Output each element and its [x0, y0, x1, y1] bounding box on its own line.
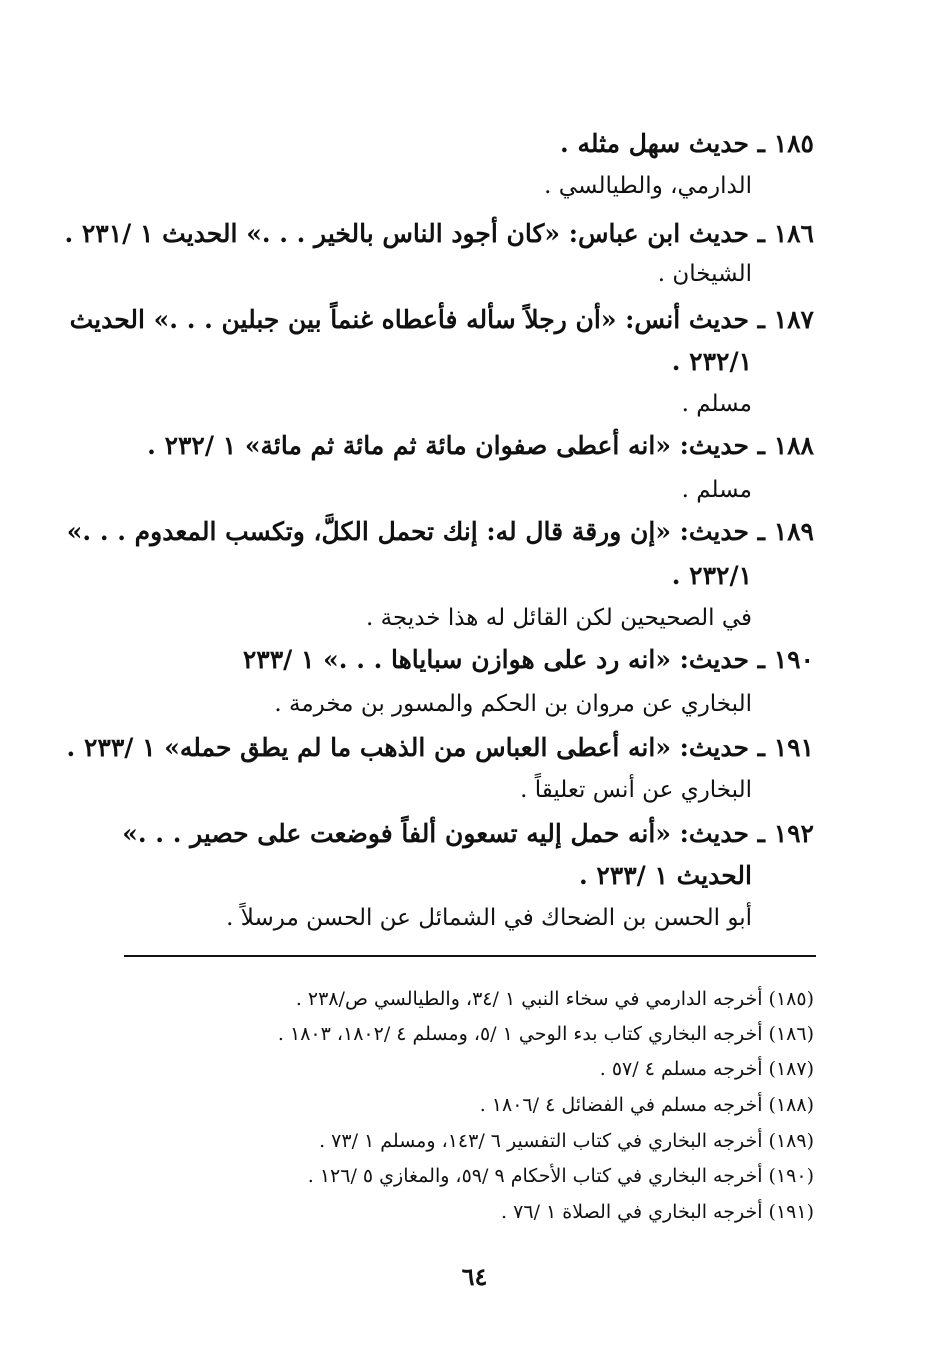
- footnote-line: (١٨٧) أخرجه مسلم ٤ /٥٧ .: [599, 1058, 814, 1080]
- entry-line: الدارمي، والطيالسي .: [544, 173, 752, 199]
- footnote-line: (١٨٥) أخرجه الدارمي في سخاء النبي ١ /٣٤، والطيالسي ص/٢٣٨ .: [295, 988, 814, 1010]
- footnote-line: (١٨٨) أخرجه مسلم في الفضائل ٤ /١٨٠٦ .: [479, 1094, 814, 1116]
- entry-line: أبو الحسن بن الضحاك في الشمائل عن الحسن مرسلاً .: [226, 905, 752, 931]
- entry-line: ٢٣٢/١ .: [671, 561, 752, 590]
- entry-line: ١٩١ ـ حديث: «انه أعطى العباس من الذهب ما لم يطق حمله» ١ /٢٣٣ .: [66, 733, 814, 762]
- footnote-line: (١٨٦) أخرجه البخاري كتاب بدء الوحي ١ /٥، ومسلم ٤ /١٨٠٢، ١٨٠٣ .: [277, 1023, 814, 1045]
- footnote-line: (١٩١) أخرجه البخاري في الصلاة ١ /٧٦ .: [501, 1201, 814, 1223]
- entry-line: ٢٣٢/١ .: [671, 347, 752, 376]
- entry-line: الشيخان .: [657, 261, 752, 287]
- entry-line: ١٨٩ ـ حديث: «إن ورقة قال له: إنك تحمل الكلَّ، وتكسب المعدوم . . .»: [66, 517, 814, 546]
- entry-line: ١٨٥ ـ حديث سهل مثله .: [560, 129, 814, 158]
- footnote-separator: [124, 955, 816, 957]
- entry-line: ١٨٦ ـ حديث ابن عباس: «كان أجود الناس بالخير . . .» الحديث ١ /٢٣١ .: [64, 219, 814, 248]
- entry-line: البخاري عن أنس تعليقاً .: [520, 777, 752, 803]
- entry-line: ١٩٠ ـ حديث: «انه رد على هوازن سباياها . . .» ١ /٢٣٣: [242, 645, 814, 674]
- entry-line: مسلم .: [681, 477, 752, 503]
- entry-line: ١٨٨ ـ حديث: «انه أعطى صفوان مائة ثم مائة ثم مائة» ١ /٢٣٢ .: [147, 431, 814, 460]
- footnote-line: (١٨٩) أخرجه البخاري في كتاب التفسير ٦ /١٤٣، ومسلم ١ /٧٣ .: [319, 1130, 814, 1152]
- entry-line: مسلم .: [681, 391, 752, 417]
- footnote-line: (١٩٠) أخرجه البخاري في كتاب الأحكام ٩ /٥٩، والمغازي ٥ /١٢٦ .: [307, 1165, 814, 1187]
- entry-line: الحديث ١ /٢٣٣ .: [578, 861, 752, 890]
- entry-line: ١٨٧ ـ حديث أنس: «أن رجلاً سأله فأعطاه غنماً بين جبلين . . .» الحديث: [69, 305, 814, 334]
- entry-line: في الصحيحين لكن القائل له هذا خديجة .: [366, 605, 752, 631]
- page-number: ٦٤: [461, 1262, 488, 1291]
- entry-line: ١٩٢ ـ حديث: «أنه حمل إليه تسعون ألفاً فوضعت على حصير . . .»: [122, 819, 814, 848]
- entry-line: البخاري عن مروان بن الحكم والمسور بن مخرمة .: [274, 691, 752, 717]
